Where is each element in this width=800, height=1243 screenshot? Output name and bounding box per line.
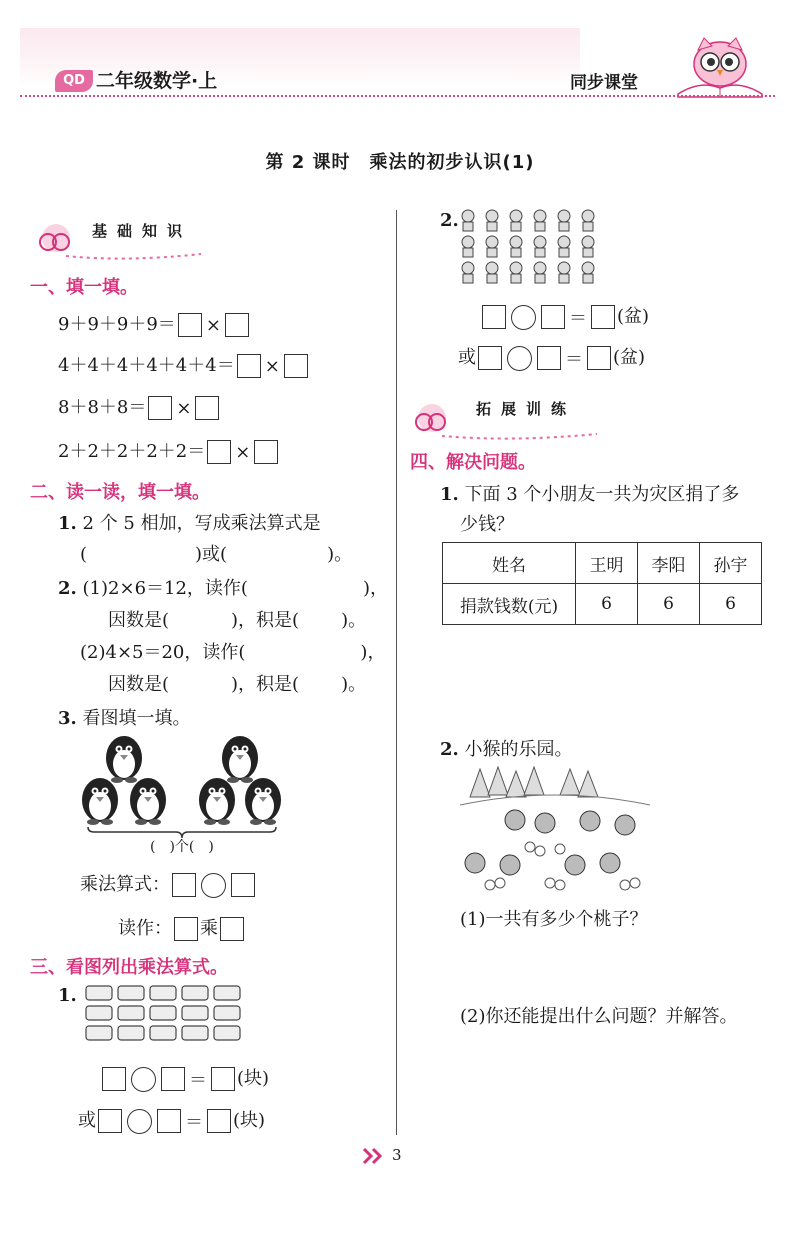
answer-box[interactable] xyxy=(178,313,202,337)
answer-box[interactable] xyxy=(172,873,196,897)
penguin-icon xyxy=(106,736,142,783)
table-cell: 捐款钱数(元) xyxy=(443,584,576,625)
operator: × xyxy=(176,397,192,419)
answer-box[interactable] xyxy=(195,396,219,420)
product-label: )，积是( xyxy=(231,610,300,631)
q2-3 xyxy=(58,704,191,730)
question-text: 小猴的乐园。 xyxy=(464,739,573,760)
question-number: 3. xyxy=(58,708,77,729)
question-text: 下面 3 个小朋友一共为灾区捐了多 xyxy=(464,484,740,505)
tree-icon xyxy=(470,767,598,797)
answer-box[interactable] xyxy=(237,354,261,378)
answer-box[interactable] xyxy=(157,1109,181,1133)
penguins-illustration xyxy=(80,732,285,846)
plants-formula-2 xyxy=(458,343,645,371)
page-number: 3 xyxy=(392,1146,402,1164)
candy-blocks-illustration xyxy=(80,982,250,1056)
unit: (盆) xyxy=(613,347,646,368)
blank-open: ( xyxy=(80,544,88,565)
penguin-icon xyxy=(245,778,281,825)
q4-2 xyxy=(440,735,573,761)
answer-box[interactable] xyxy=(541,305,565,329)
answer-box[interactable] xyxy=(148,396,172,420)
answer-box[interactable] xyxy=(211,1067,235,1091)
answer-box[interactable] xyxy=(225,313,249,337)
operator-circle[interactable] xyxy=(127,1109,152,1134)
penguin-icon xyxy=(222,736,258,783)
penguin-read xyxy=(118,914,246,941)
penguin-caption: ( )个( ) xyxy=(150,839,214,855)
answer-box[interactable] xyxy=(207,440,231,464)
question-number: 1. xyxy=(58,985,77,1006)
answer-box[interactable] xyxy=(537,346,561,370)
penguin-formula xyxy=(80,870,257,898)
factor-label: 因数是( xyxy=(108,674,170,695)
answer-box[interactable] xyxy=(231,873,255,897)
potted-plants-illustration xyxy=(458,208,608,292)
question-number: 1. xyxy=(440,484,459,505)
expression: 8＋8＋8＝ xyxy=(58,397,147,418)
section-3-title: 三、看图列出乘法算式。 xyxy=(30,957,228,978)
qd-badge: QD xyxy=(55,70,93,92)
column-divider xyxy=(396,210,397,1135)
operator-circle[interactable] xyxy=(201,873,226,898)
question-text: (2)4×5＝20，读作( xyxy=(80,642,246,663)
book-title: 二年级数学·上 xyxy=(96,70,218,92)
penguin-icon xyxy=(199,778,235,825)
section-4-title: 四、解决问题。 xyxy=(410,452,536,473)
owl-reading-book-icon xyxy=(670,36,770,102)
expression: 4＋4＋4＋4＋4＋4＝ xyxy=(58,355,235,376)
answer-box[interactable] xyxy=(102,1067,126,1091)
equals: ＝ xyxy=(189,1070,207,1091)
answer-box[interactable] xyxy=(98,1109,122,1133)
answer-box[interactable] xyxy=(587,346,611,370)
donation-table xyxy=(442,542,762,625)
formula-label: 乘法算式： xyxy=(80,874,170,895)
answer-box[interactable] xyxy=(478,346,502,370)
operator-circle[interactable] xyxy=(511,305,536,330)
question-number: 2. xyxy=(58,578,77,599)
table-cell: 6 xyxy=(638,584,700,625)
operator: × xyxy=(235,441,251,463)
answer-box[interactable] xyxy=(207,1109,231,1133)
operator: × xyxy=(264,355,280,377)
fill-row-1 xyxy=(58,310,251,337)
penguin-icon xyxy=(82,778,118,825)
answer-box[interactable] xyxy=(591,305,615,329)
blank-end: )， xyxy=(362,578,388,599)
header-divider xyxy=(20,95,775,97)
blocks-formula-1 xyxy=(100,1064,269,1092)
question-text: 看图填一填。 xyxy=(82,708,191,729)
operator: × xyxy=(205,314,221,336)
plants-formula-1 xyxy=(480,302,649,330)
answer-box[interactable] xyxy=(220,917,244,941)
blank-end: )。 xyxy=(341,674,367,695)
q2-2a xyxy=(58,574,388,600)
lesson-title: 第 2 课时 乘法的初步认识(1) xyxy=(265,152,535,173)
blank-end: )。 xyxy=(327,544,353,565)
table-cell: 姓名 xyxy=(443,543,576,584)
double-chevron-icon xyxy=(362,1146,386,1170)
or-label: 或 xyxy=(78,1110,96,1131)
expression: 2＋2＋2＋2＋2＝ xyxy=(58,441,206,462)
q4-1 xyxy=(440,480,739,506)
unit: (块) xyxy=(233,1110,266,1131)
q2-2d xyxy=(108,670,366,696)
monkey-park-illustration xyxy=(460,765,650,897)
answer-box[interactable] xyxy=(254,440,278,464)
q2-2c xyxy=(80,638,385,664)
answer-box[interactable] xyxy=(161,1067,185,1091)
monkey-icon xyxy=(465,810,635,875)
penguin-icon xyxy=(130,778,166,825)
operator-circle[interactable] xyxy=(131,1067,156,1092)
fill-row-4 xyxy=(58,437,280,464)
table-cell: 孙宇 xyxy=(700,543,762,584)
or-label: 或 xyxy=(458,347,476,368)
question-number: 2. xyxy=(440,210,459,231)
answer-box[interactable] xyxy=(284,354,308,378)
read-mid: 乘 xyxy=(200,918,218,939)
expression: 9＋9＋9＋9＝ xyxy=(58,314,176,335)
equals: ＝ xyxy=(565,349,583,370)
q4-1-cont: 少钱？ xyxy=(460,514,514,535)
blocks-formula-2 xyxy=(78,1106,265,1134)
equals: ＝ xyxy=(185,1112,203,1133)
table-cell: 6 xyxy=(700,584,762,625)
factor-label: 因数是( xyxy=(108,610,170,631)
question-number: 2. xyxy=(440,739,459,760)
unit: (块) xyxy=(237,1068,270,1089)
q4-2-sub1: (1)一共有多少个桃子？ xyxy=(460,909,648,930)
blank-end: )， xyxy=(360,642,386,663)
series-title: 同步课堂 xyxy=(570,73,638,93)
answer-box[interactable] xyxy=(174,917,198,941)
candy-icon xyxy=(86,986,240,1000)
answer-box[interactable] xyxy=(482,305,506,329)
basic-knowledge-title: 基础知识 xyxy=(92,222,193,240)
table-row xyxy=(443,543,762,584)
q2-2b xyxy=(108,606,366,632)
product-label: )，积是( xyxy=(231,674,300,695)
operator-circle[interactable] xyxy=(507,346,532,371)
blank-close: )或( xyxy=(195,544,228,565)
blank-end: )。 xyxy=(341,610,367,631)
equals: ＝ xyxy=(569,308,587,329)
fill-row-3 xyxy=(58,393,221,420)
q2-1 xyxy=(58,509,321,535)
section-2-title: 二、读一读，填一填。 xyxy=(30,482,210,503)
question-number: 1. xyxy=(58,513,77,534)
read-label: 读作： xyxy=(118,918,172,939)
extension-title: 拓展训练 xyxy=(476,400,577,418)
table-cell: 李阳 xyxy=(638,543,700,584)
potted-plant-icon xyxy=(462,210,474,231)
question-text: 2 个 5 相加，写成乘法算式是 xyxy=(82,513,321,534)
section-1-title: 一、填一填。 xyxy=(30,277,138,298)
question-text: (1)2×6＝12，读作( xyxy=(82,578,248,599)
fill-row-2 xyxy=(58,351,310,378)
table-cell: 王明 xyxy=(576,543,638,584)
table-row xyxy=(443,584,762,625)
unit: (盆) xyxy=(617,306,650,327)
q4-2-sub2: (2)你还能提出什么问题？并解答。 xyxy=(460,1006,738,1027)
table-cell: 6 xyxy=(576,584,638,625)
q2-1-blanks xyxy=(80,540,352,566)
